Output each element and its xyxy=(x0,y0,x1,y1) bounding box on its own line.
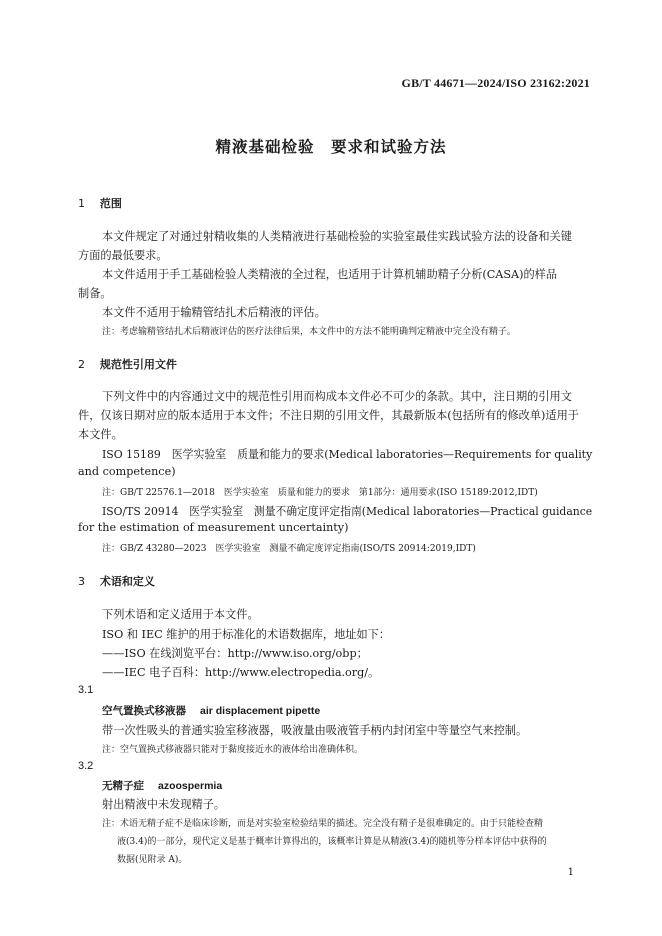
section-number: 2 xyxy=(78,358,85,371)
term-3-2-heading xyxy=(102,778,222,793)
term-zh: 无精子症 xyxy=(102,780,144,792)
page-number: 1 xyxy=(567,867,574,878)
scope-note: 注：考虑输精管结扎术后精液评估的医疗法律后果，本文件中的方法不能明确判定精液中完全没有精子。 xyxy=(102,327,517,337)
section-number: 1 xyxy=(78,197,85,210)
section-title: 术语和定义 xyxy=(99,575,155,588)
section-2-heading xyxy=(78,356,177,372)
term-3-1-heading xyxy=(102,703,320,718)
scope-p1-line2: 方面的最低要求。 xyxy=(78,249,168,262)
section-title: 规范性引用文件 xyxy=(99,358,177,371)
document-title: 精液基础检验 要求和试验方法 xyxy=(215,138,447,156)
term-zh: 空气置换式移液器 xyxy=(102,705,186,717)
term-3-1-definition: 带一次性吸头的普通实验室移液器，吸液量由吸液管手柄内封闭室中等量空气来控制。 xyxy=(102,724,528,737)
term-en: air displacement pipette xyxy=(200,705,321,717)
term-3-2-note-line3: 数据(见附录 A)。 xyxy=(117,855,188,865)
terms-intro-line1: 下列术语和定义适用于本文件。 xyxy=(102,608,259,621)
section-1-heading xyxy=(78,195,122,211)
term-3-2-note-line2: 液(3.4)的一部分，现代定义是基于概率计算得出的，该概率计算是从精液(3.4)的随机等分样本评估中获得的 xyxy=(117,837,547,847)
scope-p2-line1: 本文件适用于手工基础检验人类精液的全过程，也适用于计算机辅助精子分析(CASA)的样品 xyxy=(102,268,558,281)
normative-intro-line3: 本文件。 xyxy=(78,428,123,441)
section-number: 3 xyxy=(78,575,85,588)
scope-p1-line1: 本文件规定了对通过射精收集的人类精液进行基础检验的实验室最佳实践试验方法的设备和关键 xyxy=(102,230,572,243)
section-3-heading xyxy=(78,573,155,589)
term-en: azoospermia xyxy=(158,780,223,792)
reference-iso20914-line2: for the estimation of measurement uncertainty) xyxy=(78,521,349,534)
scope-p3: 本文件不适用于输精管结扎术后精液的评估。 xyxy=(102,306,326,319)
reference-iso15189-line1: ISO 15189 医学实验室 质量和能力的要求(Medical laboratories—Requirements for quality xyxy=(102,448,593,461)
term-3-2-note-line1: 注：术语无精子症不是临床诊断，而是对实验室检验结果的描述。完全没有精子是很难确定的。由于只能检查精 xyxy=(102,819,544,829)
terms-intro-line2: ISO 和 IEC 维护的用于标准化的术语数据库，地址如下： xyxy=(102,628,391,641)
terms-iso-obp-link[interactable]: ——ISO 在线浏览平台：http://www.iso.org/obp； xyxy=(102,647,368,660)
scope-p2-line2: 制备。 xyxy=(78,287,112,300)
term-number-3-2: 3.2 xyxy=(78,760,94,772)
reference-iso20914-note: 注：GB/Z 43280—2023 医学实验室 测量不确定度评定指南(ISO/TS 20914:2019,IDT) xyxy=(102,544,476,554)
section-title: 范围 xyxy=(99,197,122,210)
reference-iso15189-note: 注：GB/T 22576.1—2018 医学实验室 质量和能力的要求 第1部分：通用要求(ISO 15189:2012,IDT) xyxy=(102,488,538,498)
reference-iso20914-line1: ISO/TS 20914 医学实验室 测量不确定度评定指南(Medical laboratories—Practical guidance xyxy=(102,505,593,518)
term-number-3-1: 3.1 xyxy=(78,684,94,696)
reference-iso15189-line2: and competence) xyxy=(78,465,176,478)
term-3-1-note: 注：空气置换式移液器只能对于黏度接近水的液体给出准确体积。 xyxy=(102,745,364,755)
standard-code: GB/T 44671—2024/ISO 23162:2021 xyxy=(401,76,590,90)
normative-intro-line1: 下列文件中的内容通过文中的规范性引用而构成本文件必不可少的条款。其中，注日期的引用文 xyxy=(102,390,572,403)
term-3-2-definition: 射出精液中未发现精子。 xyxy=(102,798,226,811)
normative-intro-line2: 件，仅该日期对应的版本适用于本文件；不注日期的引用文件，其最新版本(包括所有的修改单)适用于 xyxy=(78,409,579,422)
terms-electropedia-link[interactable]: ——IEC 电子百科：http://www.electropedia.org/。 xyxy=(102,666,380,679)
